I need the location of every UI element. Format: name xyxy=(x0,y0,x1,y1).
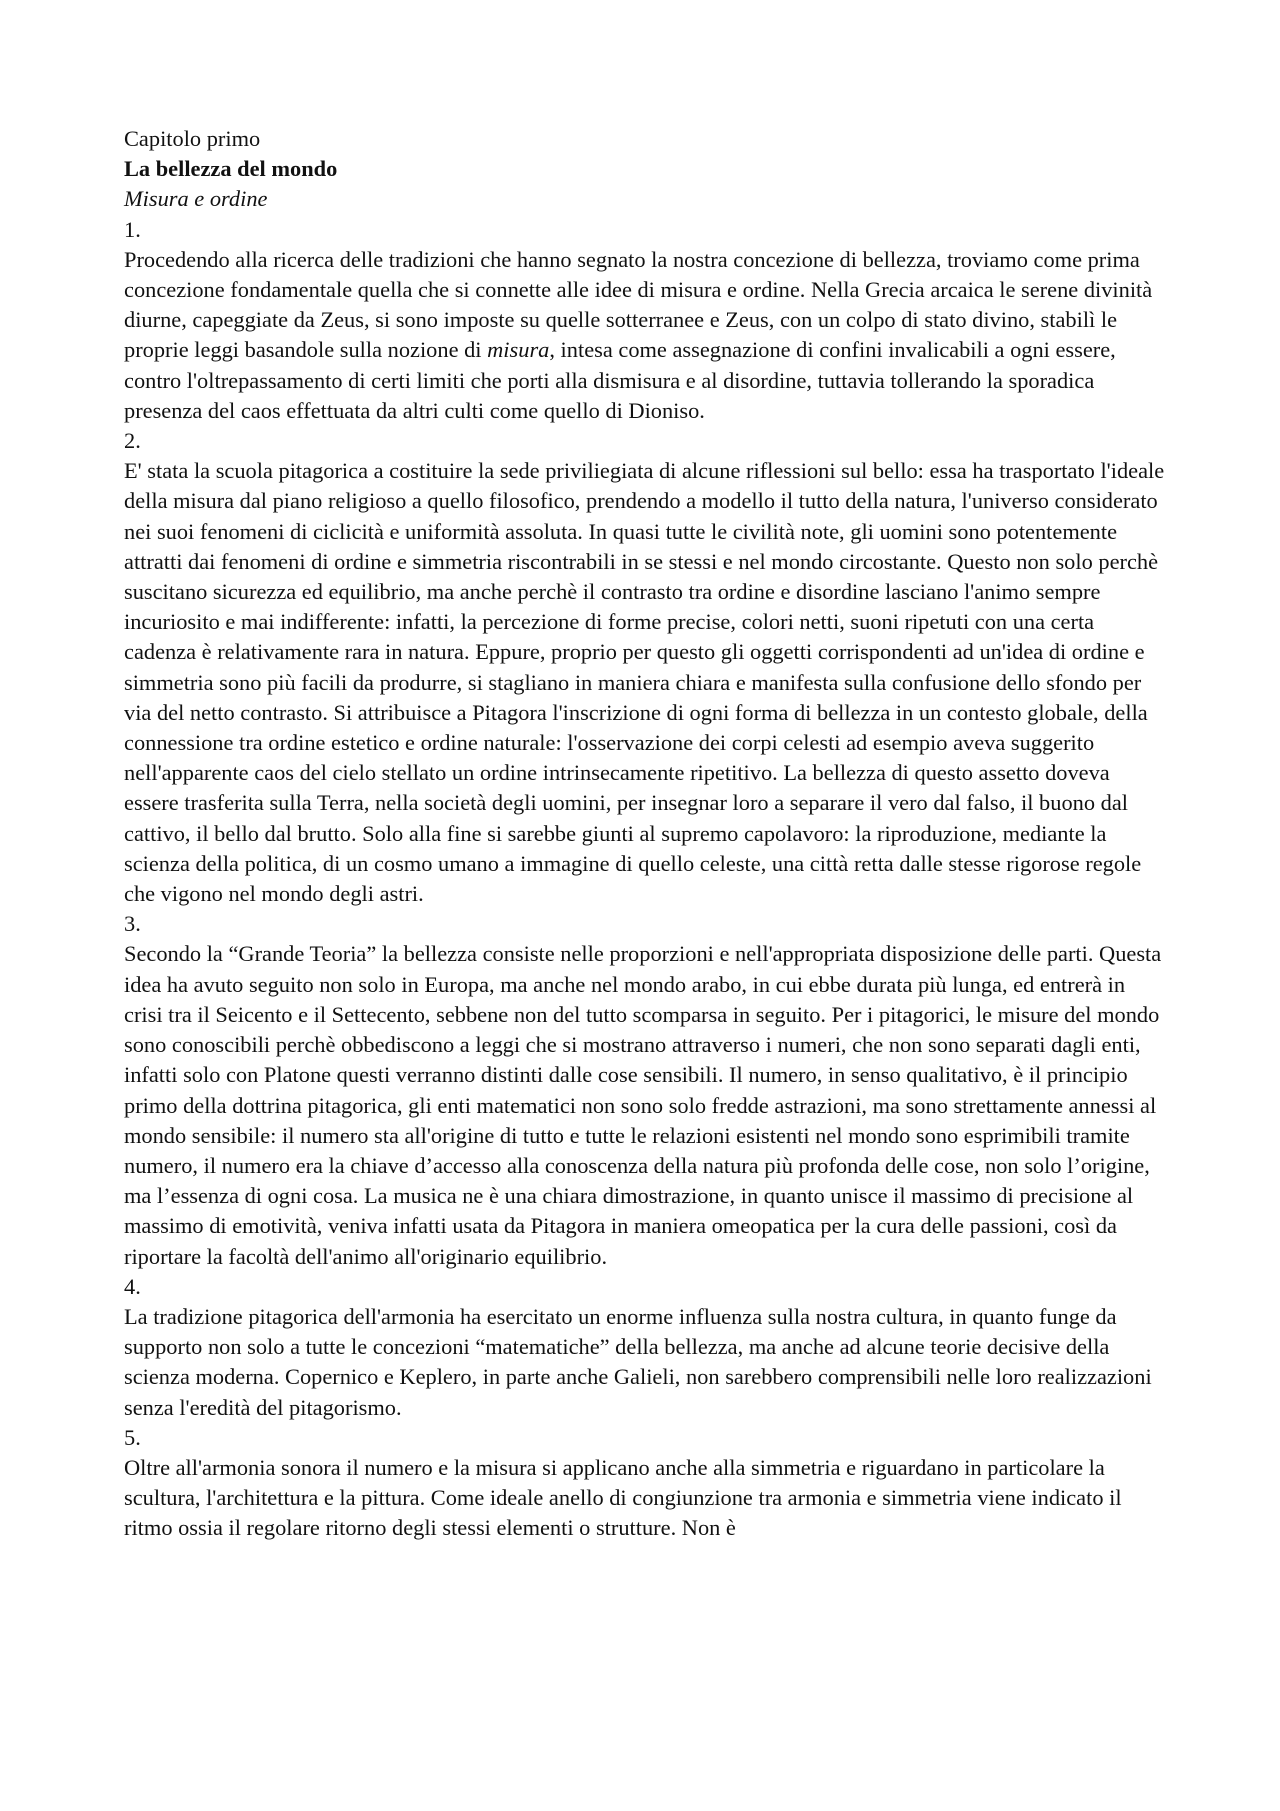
section-title: Misura e ordine xyxy=(124,186,268,212)
paragraph-number-1: 1. xyxy=(124,216,141,242)
paragraph-number-4: 4. xyxy=(124,1273,141,1299)
paragraph-2: E' stata la scuola pitagorica a costituire la sede priviliegiata di alcune riflessioni sul bello: essa ha trasportato l'ideale della misura dal piano religioso a quello filosofico, prendendo a modello il tutto della natura, l'universo considerato nei suoi fenomeni di ciclicità e uniformità assoluta. In quasi tutte le civilità note, gli uomini sono potentemente attratti dai fenomeni di ordine e simmetria riscontrabili in se stessi e nel mondo circostante. Questo non solo perchè suscitano sicurezza ed equilibrio, ma anche perchè il contrasto tra ordine e disordine lasciano l'animo sempre incuriosito e mai indifferente: infatti, la percezione di forme precise, colori netti, suoni ripetuti con una certa cadenza è relativamente rara in natura. Eppure, proprio per questo gli oggetti corrispondenti ad un'idea di ordine e simmetria sono più facili da produrre, si stagliano in maniera chiara e manifesta sulla confusione dello sfondo per via del netto contrasto. Si attribuisce a Pitagora l'inscrizione di ogni forma di bellezza in un contesto globale, della connessione tra ordine estetico e ordine naturale: l'osservazione dei corpi celesti ad esempio aveva suggerito nell'apparente caos del cielo stellato un ordine intrinsecamente ripetitivo. La bellezza di questo assetto doveva essere trasferita sulla Terra, nella società degli uomini, per insegnar loro a separare il vero dal falso, il buono dal cattivo, il bello dal brutto. Solo alla fine si sarebbe giunti al supremo capolavoro: la riproduzione, mediante la scienza della politica, di un cosmo umano a immagine di quello celeste, una città retta dalle stesse rigorose regole che vigono nel mondo degli astri. xyxy=(124,458,1165,907)
paragraph-1-text-a: Procedendo alla ricerca delle tradizioni che hanno segnato la nostra concezione di bellezza, troviamo come prima concezione fondamentale quella che si connette alle idee di misura e ordine. Nella Grecia arcaica le serene divinità diurne, capeggiate da Zeus, si sono imposte su quelle sotterranee e Zeus, con un colpo di stato divino, stabilì le proprie leggi basandole sulla nozione di xyxy=(124,246,1153,363)
paragraph-1-text-b: , intesa come assegnazione di confini invalicabili a ogni essere, contro l'oltrepassamento di certi limiti che porti alla dismisura e al disordine, tuttavia tollerando la sporadica presenza del caos effettuata da altri culti come quello di Dioniso. xyxy=(124,337,1116,423)
document-page xyxy=(124,124,1169,1544)
chapter-title: La bellezza del mondo xyxy=(124,156,338,182)
paragraph-3: Secondo la “Grande Teoria” la bellezza consiste nelle proporzioni e nell'appropriata disposizione delle parti. Questa idea ha avuto seguito non solo in Europa, ma anche nel mondo arabo, in cui ebbe durata più lunga, ed entrerà in crisi tra il Seicento e il Settecento, sebbene non del tutto scomparsa in seguito. Per i pitagorici, le misure del mondo sono conoscibili perchè obbediscono a leggi che si mostrano attraverso i numeri, che non sono separati dagli enti, infatti solo con Platone questi verranno distinti dalle cose sensibili. Il numero, in senso qualitativo, è il principio primo della dottrina pitagorica, gli enti matematici non sono solo fredde astrazioni, ma sono strettamente annessi al mondo sensibile: il numero sta all'origine di tutto e tutte le relazioni esistenti nel mondo sono esprimibili tramite numero, il numero era la chiave d’accesso alla conoscenza della natura più profonda delle cose, non solo l’origine, ma l’essenza di ogni cosa. La musica ne è una chiara dimostrazione, in quanto unisce il massimo di precisione al massimo di emotività, veniva infatti usata da Pitagora in maniera omeopatica per la cura delle passioni, così da riportare la facoltà dell'animo all'originario equilibrio. xyxy=(124,941,1162,1269)
paragraph-number-3: 3. xyxy=(124,911,141,937)
paragraph-5: Oltre all'armonia sonora il numero e la misura si applicano anche alla simmetria e riguardano in particolare la scultura, l'architettura e la pittura. Come ideale anello di congiunzione tra armonia e simmetria viene indicato il ritmo ossia il regolare ritorno degli stessi elementi o strutture. Non è xyxy=(124,1454,1122,1541)
chapter-label: Capitolo primo xyxy=(124,126,261,151)
paragraph-number-2: 2. xyxy=(124,428,141,454)
paragraph-4: La tradizione pitagorica dell'armonia ha esercitato un enorme influenza sulla nostra cultura, in quanto funge da supporto non solo a tutte le concezioni “matematiche” della bellezza, ma anche ad alcune teorie decisive della scienza moderna. Copernico e Keplero, in parte anche Galieli, non sarebbero comprensibili nelle loro realizzazioni senza l'eredità del pitagorismo. xyxy=(124,1303,1152,1420)
paragraph-1-emphasis: misura xyxy=(487,337,550,363)
paragraph-1 xyxy=(124,245,1169,426)
paragraph-number-5: 5. xyxy=(124,1424,141,1450)
